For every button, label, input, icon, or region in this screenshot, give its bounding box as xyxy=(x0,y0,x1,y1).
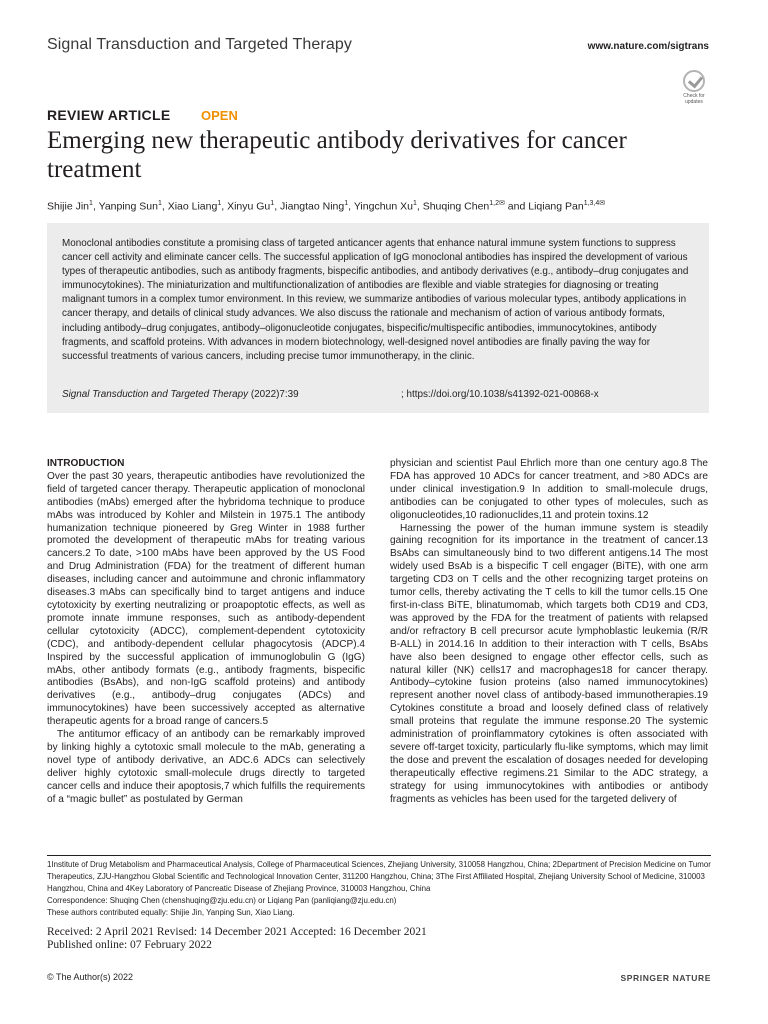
author-name[interactable]: Liqiang Pan xyxy=(528,200,584,213)
doi-link[interactable]: ; https://doi.org/10.1038/s41392-021-00868-x xyxy=(401,389,599,400)
correspondence: Correspondence: Shuqing Chen (chenshuqing@zju.edu.cn) or Liqiang Pan (panliqiang@zju.edu.cn) xyxy=(47,896,397,905)
publisher-logo: SPRINGER NATURE xyxy=(620,973,711,983)
author-affiliation: 1 xyxy=(89,200,93,207)
author-name[interactable]: Yingchun Xu xyxy=(353,200,413,213)
author-affiliation: 1 xyxy=(412,200,417,207)
citation-journal: Signal Transduction and Targeted Therapy xyxy=(62,389,249,400)
body-column-right xyxy=(390,458,708,806)
journal-url-link[interactable]: www.nature.com/sigtrans xyxy=(587,41,709,52)
author-affiliation: 1,3,4✉ xyxy=(583,200,606,207)
affiliations: 1Institute of Drug Metabolism and Pharmaceutical Analysis, College of Pharmaceutical Sciences, Zhejiang University, 310058 Hangzhou, China; 2Department of Precision Medicine on Tumor Therapeutics, ZJU-Hangzhou Global Scientific and Technological Innovation Center, 311200 Hangzhou, China; 3The First Affiliated Hospital, Zhejiang University School of Medicine, 310003 Hangzhou, China and 4Key Laboratory of Pancreatic Disease of Zhejiang Province, 310003 Hangzhou, China xyxy=(47,860,711,893)
abstract-box xyxy=(47,223,709,413)
footnotes xyxy=(47,859,711,919)
author-name[interactable]: Xiao Liang xyxy=(167,200,218,213)
journal-name: Signal Transduction and Targeted Therapy xyxy=(47,36,352,53)
author-affiliation: 1 xyxy=(217,200,222,207)
check-for-updates-badge[interactable] xyxy=(677,70,711,104)
body-paragraph: physician and scientist Paul Ehrlich more than one century ago.8 The FDA has approved 10 ADCs for cancer treatment, and >80 ADCs are under clinical investigation.9 In addition to small-molecule drugs, antibodies can be conjugated to other types of molecules, such as oligonucleotides,10 radionuclides,11 and protein toxins.12 xyxy=(390,458,708,521)
abstract-text: Monoclonal antibodies constitute a promising class of targeted anticancer agents that enhance natural immune system functions to suppress cancer cell activity and eliminate cancer cells. The successful application of IgG monoclonal antibodies has inspired the development of various types of therapeutic antibodies, such as antibody fragments, bispecific antibodies, and antibody derivatives (e.g., antibody–drug conjugates and immunocytokines). The miniaturization and multifunctionalization of antibodies are flexible and viable strategies for diagnosing or treating malignant tumors in a complex tumor environment. In this review, we summarize antibodies of various molecular types, antibody applications in cancer therapy, and details of clinical study advances. We also discuss the rationale and mechanism of action of various antibody formats, including antibody–drug conjugates, antibody–oligonucleotide conjugates, bispecific/multispecific antibodies, immunocytokines, antibody fragments, and scaffold proteins. With advances in modern biotechnology, well-designed novel antibodies are finally paving the way for successful treatments of various cancers, including precise tumor immunotherapy, in the clinic. xyxy=(62,238,689,362)
body-paragraph: Harnessing the power of the human immune system is steadily gaining recognition for its importance in the treatment of cancer.13 BsAbs can simultaneously bind to two different antigens.14 The most widely used BsAb is a bispecific T cell engager (BiTE), with one arm targeting CD3 on T cells and the other recognizing target proteins on tumor cells, thereby activating the T cells to kill the tumor cells.15 One first-in-class BiTE, blinatumomab, which targets both CD19 and CD3, was approved by the FDA for the treatment of patients with relapsed and/or refractory B cell precursor acute lymphoblastic leukemia (R/R B-ALL) in 2014.16 In addition to their interaction with T cells, BsAbs have also been designed to engage other effector cells, such as natural killer (NK) cells17 and macrophages18 for cancer therapy. Antibody–cytokine fusion proteins (also named immunocytokines) represent another novel class of antibody-based immunotherapies.19 Cytokines constitute a broad and loosely defined class of relatively small proteins that regulate the immune response.20 The systemic administration of proinflammatory cytokines is often associated with severe off-target toxicity, particularly flu-like symptoms, which may limit the dose and prevent the escalation of dosages needed for developing therapeutically effective regimens.21 Similar to the ADC strategy, a strategy for using immunocytokines with antibodies or antibody fragments as vehicles has been used for the targeted delivery of xyxy=(390,522,708,805)
check-icon xyxy=(683,70,705,92)
body-paragraph: The antitumor efficacy of an antibody can be remarkably improved by linking highly a cytotoxic small molecule to the mAb, generating a novel type of antibody derivative, an ADC.6 ADCs can selectively deliver highly cytotoxic small-molecule drugs directly to targeted cancer cells and induce their apoptosis,7 which fulfills the requirements of a “magic bullet” as postulated by German xyxy=(47,729,365,805)
author-and: and xyxy=(504,200,529,213)
citation xyxy=(62,389,299,400)
footnote-divider xyxy=(47,855,711,856)
citation-volume: (2022)7:39 xyxy=(248,389,299,400)
section-heading: INTRODUCTION xyxy=(47,458,125,469)
equal-contribution-note: These authors contributed equally: Shijie Jin, Yanping Sun, Xiao Liang. xyxy=(47,908,295,917)
body-paragraph: Over the past 30 years, therapeutic antibodies have revolutionized the field of targeted cancer therapy. Therapeutic application of monoclonal antibodies (mAbs) emerged after the hybridoma technique to produce mAbs was introduced by Kohler and Milstein in 1975.1 The antibody humanization technique pioneered by Greg Winter in 1988 further promoted the development of therapeutic mAbs for treating various cancers.2 To date, >100 mAbs have been approved by the US Food and Drug Administration (FDA) for the treatment of different human diseases, including cancer and autoimmune and chronic inflammatory diseases.3 mAbs can specifically bind to target antigens and induce cytotoxicity by exerting neutralizing or proapoptotic effects, as well as promote innate immune responses, such as antibody-dependent cellular cytotoxicity (ADCC), complement-dependent cytotoxicity (CDC), and antibody-dependent cellular phagocytosis (ADCP).4 Inspired by the successful application of immunoglobulin G (IgG) mAbs, other antibody formats (e.g., antibody fragments, bispecific antibodies (BsAbs), and non-IgG scaffold proteins) and antibody derivatives (e.g., antibody–drug conjugates (ADCs) and immunocytokines) have been successively accepted as alternative therapeutic agents for a broad range of cancers.5 xyxy=(47,470,365,728)
author-name[interactable]: Shuqing Chen xyxy=(422,200,490,213)
article-title: Emerging new therapeutic antibody derivatives for cancer treatment xyxy=(47,127,627,183)
copyright: © The Author(s) 2022 xyxy=(47,972,134,982)
article-dates xyxy=(47,926,427,952)
author-list: Shijie Jin$^1$, Yanping Sun$^1$, Xiao Liang$^1$, Xinyu Gu$^1$, Jiangtao Ning$^1$, Yingchun Xu$^1$, Shuqing Chen$^{1,2✉}$ and Liqiang Pan$^{1,3,4✉}$ xyxy=(47,200,606,213)
author-name[interactable]: Shijie Jin xyxy=(47,200,90,213)
author-name[interactable]: Yanping Sun xyxy=(98,200,158,213)
check-for-updates-caption: Check for updates xyxy=(683,93,705,105)
author-affiliation: 1 xyxy=(270,200,275,207)
author-name[interactable]: Jiangtao Ning xyxy=(280,200,345,213)
author-affiliation: 1 xyxy=(344,200,349,207)
author-affiliation: 1 xyxy=(157,200,162,207)
received-dates: Received: 2 April 2021 Revised: 14 December 2021 Accepted: 16 December 2021 xyxy=(47,926,427,938)
article-type-label: REVIEW ARTICLE xyxy=(47,107,171,123)
author-affiliation: 1,2✉ xyxy=(489,200,505,207)
published-date: Published online: 07 February 2022 xyxy=(47,939,212,951)
author-name[interactable]: Xinyu Gu xyxy=(227,200,271,213)
body-column-left xyxy=(47,458,365,806)
open-access-label: OPEN xyxy=(201,108,238,123)
